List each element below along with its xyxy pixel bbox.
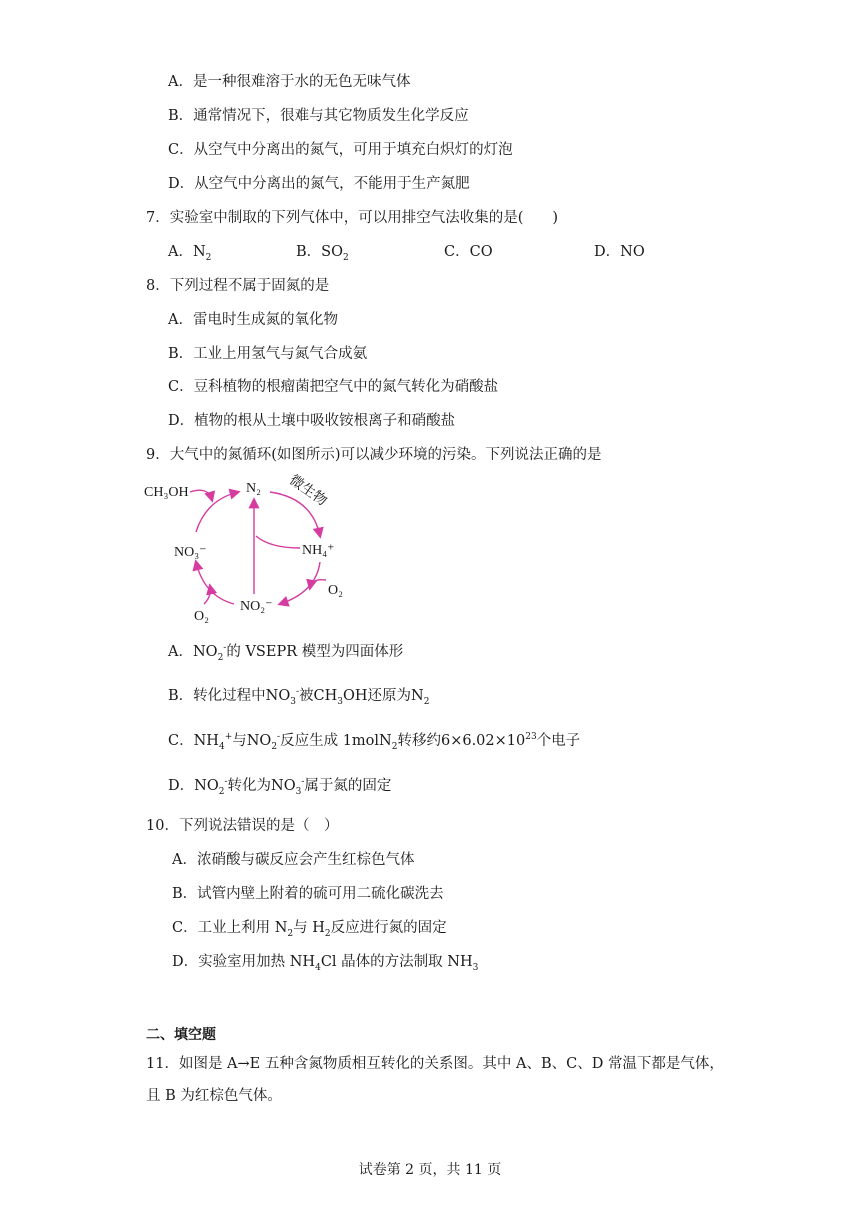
q8-option-d: D．植物的根从土壤中吸收铵根离子和硝酸盐 bbox=[168, 413, 456, 429]
label-microbe: 微生物 bbox=[286, 472, 330, 510]
q6-option-b: B．通常情况下，很难与其它物质发生化学反应 bbox=[168, 108, 469, 124]
label-nh4: NH₄⁺ bbox=[302, 543, 335, 558]
q8-option-c: C．豆科植物的根瘤菌把空气中的氮气转化为硝酸盐 bbox=[168, 379, 499, 395]
q10-option-d: D．实验室用加热 $NH_4Cl$ 晶体的方法制取 $NH_3$ bbox=[172, 954, 479, 973]
label-o2-right: O₂ bbox=[328, 583, 343, 598]
q9-option-b: B．转化过程中$NO_3^-$被$CH_3OH$还原为$N_2$ bbox=[168, 687, 430, 707]
label-o2-bottom: O₂ bbox=[194, 609, 209, 624]
arrow-no2-to-no3 bbox=[196, 562, 234, 604]
q8-option-b: B．工业上用氢气与氮气合成氨 bbox=[168, 346, 368, 362]
q8-option-a: A．雷电时生成氮的氧化物 bbox=[168, 312, 338, 328]
arrow-nh4-join bbox=[256, 536, 300, 548]
arrow-nh4-to-no2 bbox=[280, 562, 320, 604]
q9-option-c: C．$NH_4^+$与$NO_2^-$反应生成 1molN$_2$转移约$6\times 6.02\times 10^{23}$个电子 bbox=[168, 732, 581, 752]
q6-option-d: D．从空气中分离出的氮气，不能用于生产氮肥 bbox=[168, 176, 470, 192]
q9-stem: 9．大气中的氮循环(如图所示)可以减少环境的污染。下列说法正确的是 bbox=[146, 447, 602, 463]
q9-option-a: A．$NO_2^-$的 VSEPR 模型为四面体形 bbox=[168, 643, 404, 663]
label-no3: NO₃⁻ bbox=[174, 545, 207, 560]
label-n2: N₂ bbox=[246, 481, 261, 496]
q6-option-a: A．是一种很难溶于水的无色无味气体 bbox=[168, 74, 411, 90]
arrow-ch3oh bbox=[190, 490, 212, 500]
q11-line1: 11．如图是 A→E 五种含氮物质相互转化的关系图。其中 A、B、C、D 常温下都是气体， bbox=[146, 1056, 724, 1072]
q10-option-a: A．浓硝酸与碳反应会产生红棕色气体 bbox=[172, 852, 415, 868]
q7-option-a: A．$N_2$ bbox=[168, 244, 212, 263]
arrow-no3-to-n2 bbox=[196, 492, 238, 532]
label-no2: NO₂⁻ bbox=[240, 599, 273, 614]
nitrogen-cycle-diagram bbox=[140, 470, 360, 630]
q7-option-b: B．$SO_2$ bbox=[296, 244, 349, 263]
q7-option-d: D．NO bbox=[594, 244, 645, 260]
q9-option-d: D．$NO_2^-$转化为$NO_3^-$属于氮的固定 bbox=[168, 777, 392, 797]
q10-stem: 10．下列说法错误的是（ ） bbox=[146, 818, 339, 834]
section-title: 二、填空题 bbox=[146, 1027, 216, 1043]
q10-option-c: C．工业上利用 $N_2$与 $H_2$反应进行氮的固定 bbox=[172, 920, 447, 939]
label-ch3oh: CH₃OH bbox=[144, 485, 189, 500]
q11-line2: 且 B 为红棕色气体。 bbox=[146, 1088, 282, 1104]
q6-option-c: C．从空气中分离出的氮气，可用于填充白炽灯的灯泡 bbox=[168, 142, 513, 158]
q8-stem: 8．下列过程不属于固氮的是 bbox=[146, 278, 330, 294]
q7-stem: 7．实验室中制取的下列气体中，可以用排空气法收集的是( ) bbox=[146, 210, 559, 226]
page-footer: 试卷第 2 页，共 11 页 bbox=[358, 1162, 502, 1178]
q10-option-b: B．试管内壁上附着的硫可用二硫化碳洗去 bbox=[172, 886, 444, 902]
q7-option-c: C．CO bbox=[444, 244, 493, 260]
